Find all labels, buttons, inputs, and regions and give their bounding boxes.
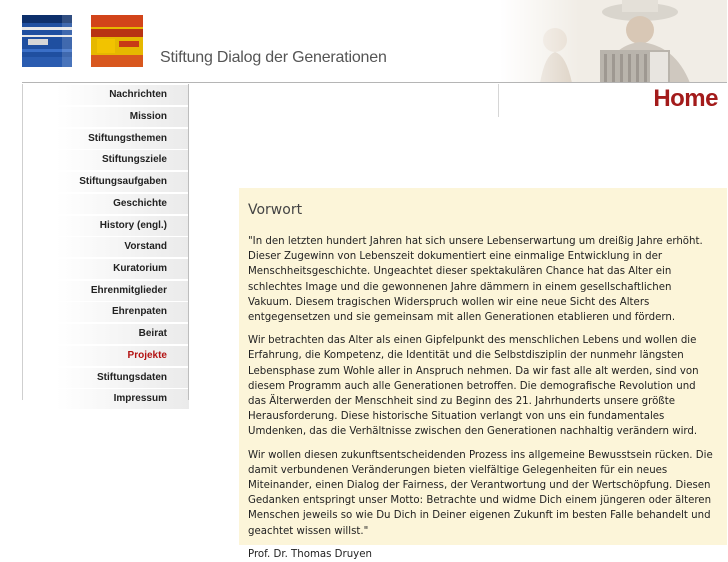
sidebar-item-ehrenmitglieder[interactable]: Ehrenmitglieder bbox=[23, 281, 189, 301]
sidebar-item-impressum[interactable]: Impressum bbox=[23, 389, 189, 409]
section-title: Vorwort bbox=[248, 202, 303, 218]
sidebar-item-history[interactable]: History (engl.) bbox=[23, 216, 189, 236]
sidebar-item-nachrichten[interactable]: Nachrichten bbox=[23, 85, 189, 105]
sidebar-item-ehrenpaten[interactable]: Ehrenpaten bbox=[23, 302, 189, 322]
logo-blue-flag-icon[interactable] bbox=[22, 15, 72, 67]
paragraph-1: "In den letzten hundert Jahren hat sich unsere Lebenserwartung um dreißig Jahre erhöht. Dieser Zugewinn von Lebenszeit dokumentiert eine einmalige Entwicklung in der Menschheitsgeschichte. Ungeachtet dieser spektakulären Chance hat das Alter ein schlechtes Image und die gewonnenen Jahre dämmern in einem gesellschaftlichen Vakuum. Diesem tragischen Widerspruch wollen wir eine neue Sicht des Alters entgegensetzen und sie gemeinsam mit allen Generationen etablieren und fördern. bbox=[248, 236, 703, 324]
logo-red-flag-icon[interactable] bbox=[91, 15, 143, 67]
paragraph-2: Wir betrachten das Alter als einen Gipfelpunkt des menschlichen Lebens und wollen die Erfahrung, die Kompetenz, die Identität und die Selbstdisziplin der nunmehr längsten Lebensphase zum Wohle aller in Anspruch nehmen. Da wir fast alle alt werden, sind von diesem Programm auch alle Generationen betroffen. Die demografische Revolution und das Älterwerden der Menschheit sind zu Beginn des 21. Jahrhunderts unsere größte Herausforderung. Diese historische Situation verlangt von uns ein fundamentales Umdenken, das die Verhältnisse zwischen den Generationen nachhaltig verändern wird. bbox=[248, 335, 699, 438]
page-heading-box bbox=[498, 84, 728, 117]
header-photo bbox=[500, 0, 727, 83]
sidebar-item-vorstand[interactable]: Vorstand bbox=[23, 237, 189, 257]
sidebar-item-stiftungsdaten[interactable]: Stiftungsdaten bbox=[23, 368, 189, 388]
sidebar-item-stiftungsziele[interactable]: Stiftungsziele bbox=[23, 150, 189, 170]
site-title: Stiftung Dialog der Generationen bbox=[160, 49, 387, 66]
sidebar-nav bbox=[22, 84, 189, 404]
sidebar-item-beirat[interactable]: Beirat bbox=[23, 324, 189, 344]
sidebar-item-kuratorium[interactable]: Kuratorium bbox=[23, 259, 189, 279]
content-panel bbox=[239, 188, 727, 560]
sidebar-item-mission[interactable]: Mission bbox=[23, 107, 189, 127]
sidebar-item-stiftungsthemen[interactable]: Stiftungsthemen bbox=[23, 129, 189, 149]
sidebar-item-geschichte[interactable]: Geschichte bbox=[23, 194, 189, 214]
signature: Prof. Dr. Thomas Druyen bbox=[248, 548, 372, 560]
sidebar-item-stiftungsaufgaben[interactable]: Stiftungsaufgaben bbox=[23, 172, 189, 192]
page-title: Home bbox=[653, 85, 718, 112]
header-divider bbox=[22, 82, 727, 83]
header bbox=[0, 0, 727, 83]
sidebar-item-projekte[interactable]: Projekte bbox=[23, 346, 189, 366]
paragraph-3: Wir wollen diesen zukunftsentscheidenden Prozess ins allgemeine Bewusstsein rücken. Die damit verbundenen Veränderungen bieten vielfältige Gelegenheiten für ein neues Miteinander, einen Dialog der Fairness, der Verantwortung und der Wertschöpfung. Diesen Gedanken entspringt unser Motto: Betrachte und widme Dich einem jüngeren oder älteren Menschen jeweils so wie Du Dich in Deiner eigenen Zukunft im besten Falle behandelt und geachtet wissen willst." bbox=[248, 449, 713, 537]
sidebar-divider bbox=[188, 84, 189, 400]
